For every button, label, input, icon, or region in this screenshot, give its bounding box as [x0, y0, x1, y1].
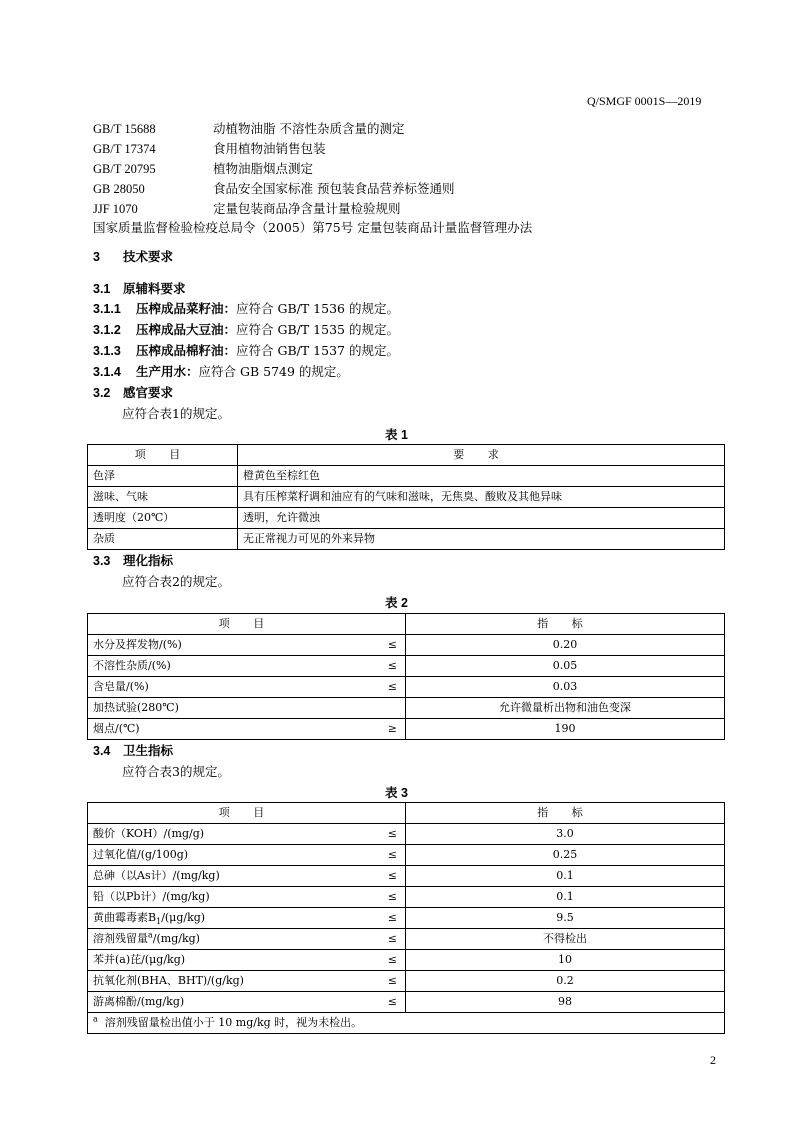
- requirement-cell: 透明，允许微浊: [238, 508, 725, 529]
- item-cell: 酸价（KOH）/(mg/g): [88, 824, 365, 845]
- reference-name: 食用植物油销售包装: [213, 141, 326, 156]
- value-cell: 0.05: [406, 656, 725, 677]
- table-title: 表 1: [385, 428, 408, 442]
- item-cell: 透明度（20℃）: [88, 508, 238, 529]
- reference-name: 食品安全国家标准 预包装食品营养标签通则: [213, 181, 455, 196]
- comparison-symbol: ≤: [365, 866, 406, 887]
- table-row: [88, 908, 725, 929]
- table-header-row: [88, 445, 725, 466]
- table-title: 表 2: [385, 596, 408, 610]
- paragraph: 应符合表3的规定。: [122, 764, 230, 779]
- reference-item: [93, 140, 326, 158]
- comparison-symbol: ≥: [365, 719, 406, 740]
- footnote-marker: a: [148, 930, 153, 940]
- subsection-heading: [93, 280, 186, 298]
- value-cell: 98: [406, 992, 725, 1013]
- value-cell: 9.5: [406, 908, 725, 929]
- column-header: 要 求: [238, 445, 725, 466]
- value-cell: 不得检出: [406, 929, 725, 950]
- item-cell: 烟点/(℃): [88, 719, 365, 740]
- value-cell: 10: [406, 950, 725, 971]
- reference-name: 植物油脂烟点测定: [213, 161, 314, 176]
- clause-number: 3.1.1: [93, 302, 121, 316]
- column-header: 指 标: [406, 614, 725, 635]
- table-row: [88, 677, 725, 698]
- footnote-text: 溶剂残留量检出值小于 10 mg/kg 时，视为未检出。: [104, 1016, 363, 1029]
- subsection-heading: [93, 552, 173, 570]
- item-cell: 滋味、气味: [88, 487, 238, 508]
- reference-code: JJF 1070: [93, 202, 138, 216]
- reference-name: 定量包装商品净含量计量检验规则: [213, 201, 401, 216]
- clause: [93, 342, 399, 360]
- value-cell: 0.25: [406, 845, 725, 866]
- section-title: 感官要求: [123, 385, 174, 400]
- table-footnote: [88, 1013, 725, 1034]
- clause: [93, 321, 399, 339]
- comparison-symbol: ≤: [365, 929, 406, 950]
- comparison-symbol: ≤: [365, 950, 406, 971]
- value-cell: 3.0: [406, 824, 725, 845]
- subsection-heading: [93, 742, 173, 760]
- section-heading: [93, 248, 173, 266]
- hygiene-table: [87, 802, 725, 1034]
- section-title: 卫生指标: [123, 743, 174, 758]
- footnote-marker: a: [93, 1014, 98, 1024]
- column-header: 项 目: [88, 803, 406, 824]
- item-cell: [88, 929, 365, 950]
- section-number: 3.3: [93, 554, 111, 568]
- document-code: Q/SMGF 0001S—2019: [587, 94, 702, 108]
- comparison-symbol: ≤: [365, 971, 406, 992]
- clause-label: 压榨成品棉籽油：: [136, 343, 237, 358]
- column-header: 项 目: [88, 614, 406, 635]
- table-row: [88, 719, 725, 740]
- table-row: [88, 950, 725, 971]
- item-cell: 含皂量/(%): [88, 677, 365, 698]
- comparison-symbol: ≤: [365, 677, 406, 698]
- value-cell: 0.1: [406, 866, 725, 887]
- section-number: 3: [93, 250, 100, 264]
- item-cell: 总砷（以As计）/(mg/kg): [88, 866, 365, 887]
- reference-code: GB/T 20795: [93, 162, 156, 176]
- item-cell: 色泽: [88, 466, 238, 487]
- table-row: [88, 866, 725, 887]
- value-cell: 0.2: [406, 971, 725, 992]
- clause-number: 3.1.4: [93, 365, 121, 379]
- paragraph: 应符合表1的规定。: [122, 406, 230, 421]
- item-text: 黄曲霉毒素B: [93, 911, 157, 924]
- reference-item-regulation: 国家质量监督检验检疫总局令（2005）第75号 定量包装商品计量监督管理办法: [93, 220, 533, 235]
- value-cell: 允许微量析出物和油色变深: [406, 698, 725, 719]
- table-row: [88, 845, 725, 866]
- table-header-row: [88, 803, 725, 824]
- sensory-table: [87, 444, 725, 550]
- table-row: [88, 887, 725, 908]
- subsection-heading: [93, 384, 173, 402]
- item-cell: 铅（以Pb计）/(mg/kg): [88, 887, 365, 908]
- table-row: [88, 929, 725, 950]
- reference-code: GB/T 15688: [93, 122, 156, 136]
- clause-text: 应符合 GB/T 1535 的规定。: [236, 322, 399, 337]
- requirement-cell: 无正常视力可见的外来异物: [238, 529, 725, 550]
- section-number: 3.2: [93, 386, 111, 400]
- clause: [93, 300, 399, 318]
- value-cell: 190: [406, 719, 725, 740]
- item-cell: 苯并(a)芘/(μg/kg): [88, 950, 365, 971]
- subscript: 1: [156, 917, 162, 927]
- clause: [93, 363, 349, 381]
- page-number: 2: [710, 1053, 716, 1067]
- table-row: [88, 656, 725, 677]
- item-cell: [88, 908, 365, 929]
- table-row: [88, 529, 725, 550]
- item-cell: 加热试验(280℃): [88, 698, 365, 719]
- table-row: [88, 698, 725, 719]
- item-unit: /(mg/kg): [152, 932, 200, 945]
- section-title: 原辅料要求: [123, 281, 186, 296]
- reference-item: [93, 200, 401, 218]
- table-title: 表 3: [385, 786, 408, 800]
- item-unit: /(μg/kg): [161, 911, 206, 924]
- reference-item: [93, 160, 313, 178]
- clause-label: 压榨成品菜籽油：: [136, 301, 237, 316]
- reference-name: 动植物油脂 不溶性杂质含量的测定: [213, 121, 405, 136]
- comparison-symbol: ≤: [365, 845, 406, 866]
- comparison-symbol: [365, 698, 406, 719]
- paragraph: 应符合表2的规定。: [122, 574, 230, 589]
- table-footnote-row: [88, 1013, 725, 1034]
- comparison-symbol: ≤: [365, 992, 406, 1013]
- clause-text: 应符合 GB 5749 的规定。: [198, 364, 349, 379]
- clause-text: 应符合 GB/T 1537 的规定。: [236, 343, 399, 358]
- clause-text: 应符合 GB/T 1536 的规定。: [236, 301, 399, 316]
- value-cell: 0.03: [406, 677, 725, 698]
- table-row: [88, 487, 725, 508]
- reference-item: [93, 180, 454, 198]
- section-number: 3.1: [93, 282, 111, 296]
- section-title: 技术要求: [123, 249, 174, 264]
- item-cell: 游离棉酚/(mg/kg): [88, 992, 365, 1013]
- reference-code: GB 28050: [93, 182, 145, 196]
- column-header: 项 目: [88, 445, 238, 466]
- table-row: [88, 466, 725, 487]
- requirement-cell: 具有压榨菜籽调和油应有的气味和滋味，无焦臭、酸败及其他异味: [238, 487, 725, 508]
- item-cell: 抗氧化剂(BHA、BHT)/(g/kg): [88, 971, 365, 992]
- comparison-symbol: ≤: [365, 656, 406, 677]
- clause-number: 3.1.2: [93, 323, 121, 337]
- table-row: [88, 824, 725, 845]
- item-cell: 过氧化值/(g/100g): [88, 845, 365, 866]
- clause-label: 压榨成品大豆油：: [136, 322, 237, 337]
- requirement-cell: 橙黄色至棕红色: [238, 466, 725, 487]
- clause-label: 生产用水：: [136, 364, 199, 379]
- item-cell: 杂质: [88, 529, 238, 550]
- table-row: [88, 992, 725, 1013]
- value-cell: 0.1: [406, 887, 725, 908]
- comparison-symbol: ≤: [365, 908, 406, 929]
- reference-item: [93, 120, 404, 138]
- section-number: 3.4: [93, 744, 111, 758]
- table-row: [88, 971, 725, 992]
- comparison-symbol: ≤: [365, 635, 406, 656]
- item-cell: 不溶性杂质/(%): [88, 656, 365, 677]
- table-header-row: [88, 614, 725, 635]
- item-cell: 水分及挥发物/(%): [88, 635, 365, 656]
- table-row: [88, 508, 725, 529]
- value-cell: 0.20: [406, 635, 725, 656]
- table-row: [88, 635, 725, 656]
- physicochemical-table: [87, 613, 725, 740]
- clause-number: 3.1.3: [93, 344, 121, 358]
- item-text: 溶剂残留量: [93, 932, 148, 945]
- reference-code: GB/T 17374: [93, 142, 156, 156]
- section-title: 理化指标: [123, 553, 174, 568]
- column-header: 指 标: [406, 803, 725, 824]
- comparison-symbol: ≤: [365, 887, 406, 908]
- comparison-symbol: ≤: [365, 824, 406, 845]
